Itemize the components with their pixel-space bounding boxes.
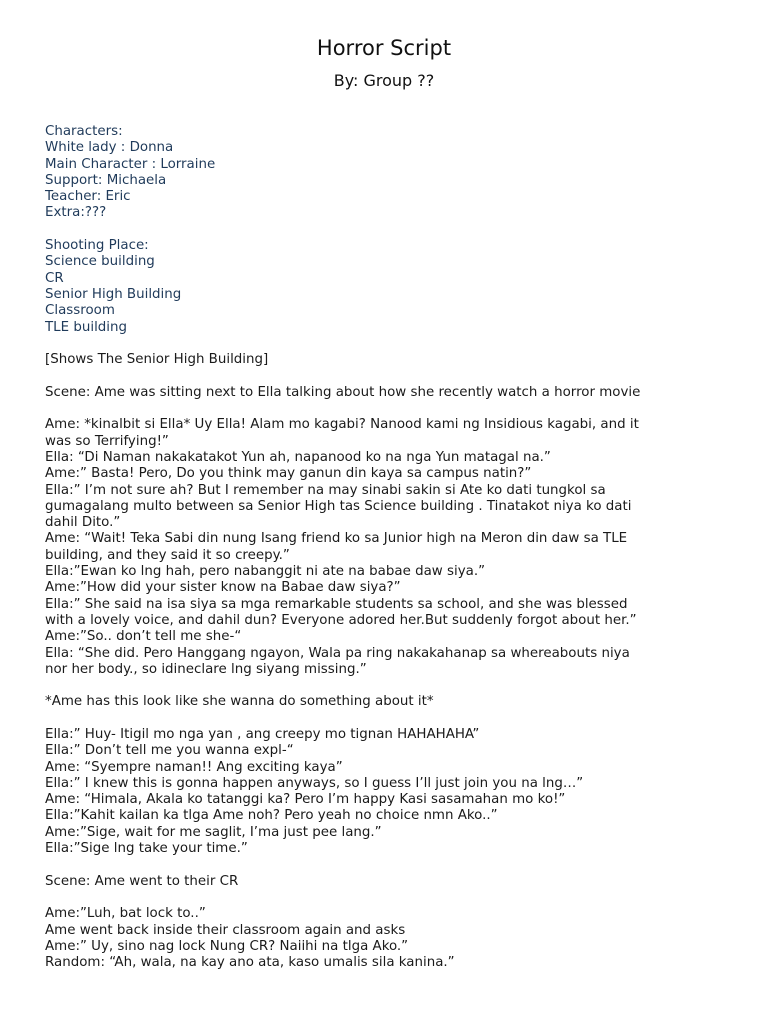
dialogue-line: with a lovely voice, and dahil dun? Everyone adored her.But suddenly forgot about her.” bbox=[45, 612, 637, 628]
action-line: *Ame has this look like she wanna do something about it* bbox=[45, 694, 434, 710]
dialogue-line: building, and they said it so creepy.” bbox=[45, 547, 290, 563]
shooting-place-item: CR bbox=[45, 270, 64, 286]
characters-heading: Characters: bbox=[45, 124, 123, 139]
scene-direction: [Shows The Senior High Building] bbox=[45, 352, 269, 368]
dialogue-line: dahil Dito.” bbox=[45, 515, 121, 531]
scene-heading: Scene: Ame was sitting next to Ella talking about how she recently watch a horror movie bbox=[45, 384, 641, 400]
dialogue-line: Ella:” Don’t tell me you wanna expl-“ bbox=[45, 743, 294, 759]
document-title: Horror Script bbox=[316, 36, 452, 60]
dialogue-line: Ame:”Sige, wait for me saglit, I’ma just pee lang.” bbox=[45, 824, 382, 840]
dialogue-line: Ame:”How did your sister know na Babae daw siya?” bbox=[45, 580, 401, 596]
dialogue-line: gumagalang multo between sa Senior High tas Science building . Tinatakot niya ko dati bbox=[45, 498, 632, 514]
dialogue-line: Random: “Ah, wala, na kay ano ata, kaso umalis sila kanina.” bbox=[45, 955, 455, 971]
spacer bbox=[45, 222, 735, 238]
spacer bbox=[45, 368, 735, 384]
spacer bbox=[45, 401, 735, 417]
dialogue-line: Ame:” Basta! Pero, Do you think may ganun din kaya sa campus natin?” bbox=[45, 466, 532, 482]
dialogue-line: Ame:”So.. don’t tell me she-“ bbox=[45, 629, 242, 645]
dialogue-line: Ame went back inside their classroom again and asks bbox=[45, 922, 406, 938]
shooting-place-item: Senior High Building bbox=[45, 286, 182, 302]
character-item: Support: Michaela bbox=[45, 172, 167, 188]
character-item: Teacher: Eric bbox=[45, 189, 131, 205]
dialogue-line: Ella:” She said na isa siya sa mga remarkable students sa school, and she was blessed bbox=[45, 596, 628, 612]
dialogue-line: Ella:”Kahit kailan ka tlga Ame noh? Pero yeah no choice nmn Ako..” bbox=[45, 808, 498, 824]
spacer bbox=[45, 678, 735, 694]
character-item: White lady : Donna bbox=[45, 140, 174, 156]
dialogue-line: Ame:”Luh, bat lock to..” bbox=[45, 906, 206, 922]
dialogue-line: Ella:”Sige lng take your time.” bbox=[45, 841, 248, 857]
shooting-place-heading: Shooting Place: bbox=[45, 238, 149, 254]
dialogue-line: Ella: “She did. Pero Hanggang ngayon, Wala pa ring nakakahanap sa whereabouts niya bbox=[45, 645, 630, 661]
dialogue-line: Ame:” Uy, sino nag lock Nung CR? Naiihi na tlga Ako.” bbox=[45, 938, 409, 954]
character-item: Extra:??? bbox=[45, 205, 107, 221]
shooting-place-item: TLE building bbox=[45, 319, 127, 335]
dialogue-line: Ame: “Wait! Teka Sabi din nung Isang friend ko sa Junior high na Meron din daw sa TLE bbox=[45, 531, 628, 547]
document-body bbox=[45, 124, 735, 971]
spacer bbox=[45, 890, 735, 906]
spacer bbox=[45, 711, 735, 727]
dialogue-line: Ame: “Syempre naman!! Ang exciting kaya” bbox=[45, 759, 343, 775]
dialogue-line: Ame: “Himala, Akala ko tatanggi ka? Pero I’m happy Kasi sasamahan mo ko!” bbox=[45, 792, 566, 808]
character-item: Main Character : Lorraine bbox=[45, 156, 216, 172]
dialogue-line: nor her body., so idineclare lng siyang missing.” bbox=[45, 661, 367, 677]
document-byline: By: Group ?? bbox=[333, 71, 435, 90]
scene-heading: Scene: Ame went to their CR bbox=[45, 873, 239, 889]
spacer bbox=[45, 857, 735, 873]
shooting-place-item: Science building bbox=[45, 254, 155, 270]
dialogue-line: Ella:” I knew this is gonna happen anyways, so I guess I’ll just join you na lng…” bbox=[45, 775, 584, 791]
dialogue-line: Ella:” Huy- Itigil mo nga yan , ang creepy mo tignan HAHAHAHA” bbox=[45, 726, 480, 742]
dialogue-line: Ella: “Di Naman nakakatakot Yun ah, napanood ko na nga Yun matagal na.” bbox=[45, 449, 551, 465]
dialogue-line: was so Terrifying!” bbox=[45, 433, 169, 449]
dialogue-line: Ame: *kinalbit si Ella* Uy Ella! Alam mo kagabi? Nanood kami ng Insidious kagabi, and it bbox=[45, 417, 639, 433]
spacer bbox=[45, 336, 735, 352]
dialogue-line: Ella:” I’m not sure ah? But I remember na may sinabi sakin si Ate ko dati tungkol sa bbox=[45, 482, 606, 498]
dialogue-line: Ella:”Ewan ko lng hah, pero nabanggit ni ate na babae daw siya.” bbox=[45, 564, 486, 580]
shooting-place-item: Classroom bbox=[45, 303, 115, 319]
